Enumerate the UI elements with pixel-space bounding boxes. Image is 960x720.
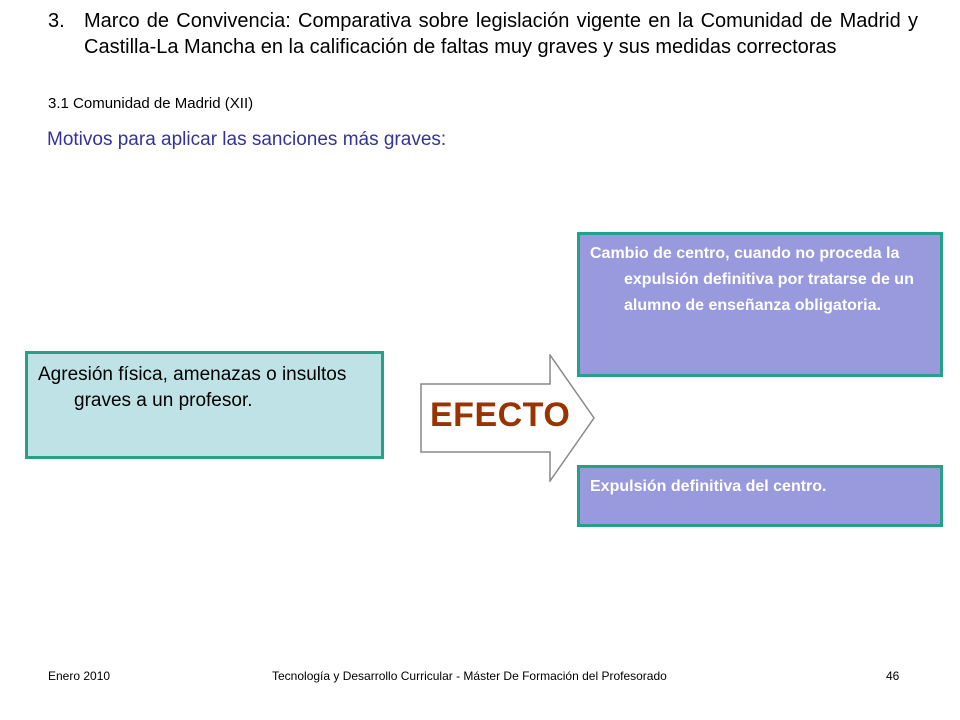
heading-number: 3. — [48, 10, 65, 32]
footer-date: Enero 2010 — [48, 669, 111, 683]
slide-heading — [48, 8, 918, 60]
arrow-label: EFECTO — [430, 396, 571, 434]
subheading: 3.1 Comunidad de Madrid (XII) — [48, 95, 254, 112]
effect-text: Cambio de centro, cuando no proceda la expulsión definitiva por tratarse de un alumno de enseñanza obligatoria. — [590, 245, 914, 314]
intro-text: Motivos para aplicar las sanciones más graves: — [47, 129, 447, 150]
effect-box-change-school — [577, 232, 943, 377]
cause-box — [25, 351, 384, 459]
effect-text: Expulsión definitiva del centro. — [590, 478, 827, 495]
footer-course: Tecnología y Desarrollo Curricular - Máster De Formación del Profesorado — [272, 669, 667, 683]
heading-text: Marco de Convivencia: Comparativa sobre legislación vigente en la Comunidad de Madrid y Castilla-La Mancha en la calificación de faltas muy graves y sus medidas correctoras — [84, 10, 918, 58]
footer-page-number: 46 — [886, 669, 900, 683]
effect-box-expulsion — [577, 465, 943, 527]
effect-arrow — [420, 354, 596, 482]
cause-text: Agresión física, amenazas o insultos graves a un profesor. — [38, 364, 347, 411]
